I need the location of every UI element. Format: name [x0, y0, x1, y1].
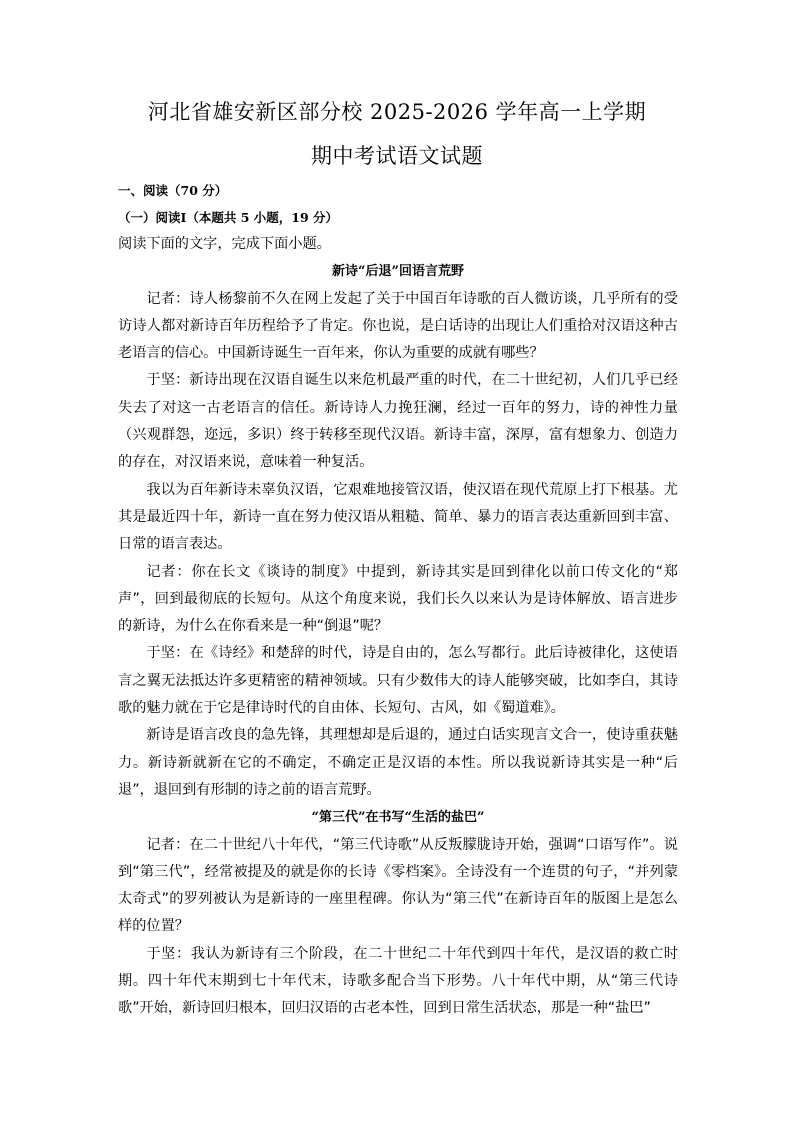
passage-paragraph: 记者：诗人杨黎前不久在网上发起了关于中国百年诗歌的百人微访谈，几乎所有的受访诗人都对新诗百年历程给予了肯定。你也说，是白话诗的出现让人们重拾对汉语这种古老语言的信心。中国新诗诞生一百年来，你认为重要的成就有哪些？	[118, 290, 678, 362]
passage-paragraph: 记者：你在长文《谈诗的制度》中提到，新诗其实是回到律化以前口传文化的“郑声”，回到最彻底的长短句。从这个角度来说，我们长久以来认为是诗体解放、语言进步的新诗，为什么在你看来是一种“倒退”呢？	[118, 563, 678, 635]
passage-paragraph: 于坚：我认为新诗有三个阶段，在二十世纪二十年代到四十年代，是汉语的救亡时期。四十年代末期到七十年代末，诗歌多配合当下形势。八十年代中期，从“第三代诗歌”开始，新诗回归根本，回归汉语的古老本性，回到日常生活状态，那是一种“盐巴”	[118, 945, 678, 1017]
section-heading: 一、阅读（70 分）	[118, 183, 228, 198]
exam-title-line1: 河北省雄安新区部分校 2025-2026 学年高一上学期	[147, 100, 647, 124]
passage-paragraph: 于坚：在《诗经》和楚辞的时代，诗是自由的，怎么写都行。此后诗被律化，这使语言之翼无法抵达许多更精密的精神领域。只有少数伟大的诗人能够突破，比如李白，其诗歌的魅力就在于它是律诗时代的自由体、长短句、古风，如《蜀道难》。	[118, 645, 678, 717]
exam-title-line2: 期中考试语文试题	[311, 144, 483, 168]
passage-paragraph: 记者：在二十世纪八十年代，“第三代诗歌”从反叛朦胧诗开始，强调“口语写作”。说到“第三代”，经常被提及的就是你的长诗《零档案》。全诗没有一个连贯的句子，“并列蒙太奇式”的罗列被认为是新诗的一座里程碑。你认为“第三代”在新诗百年的版图上是怎么样的位置？	[118, 836, 678, 935]
reading-passage	[118, 231, 678, 1023]
subsection-heading: （一）阅读Ⅰ（本题共 5 小题，19 分）	[118, 210, 338, 225]
passage-subtitle-1: 新诗“后退”回语言荒野	[332, 264, 464, 280]
passage-subtitle-2: “第三代”在书写“生活的盐巴”	[311, 810, 485, 826]
passage-paragraph: 于坚：新诗出现在汉语自诞生以来危机最严重的时代，在二十世纪初，人们几乎已经失去了对这一古老语言的信任。新诗诗人力挽狂澜，经过一百年的努力，诗的神性力量（兴观群怨，迩远，多识）终于转移至现代汉语。新诗丰富，深厚，富有想象力、创造力的存在，对汉语来说，意味着一种复活。	[118, 372, 678, 471]
passage-paragraph: 我以为百年新诗未辜负汉语，它艰难地接管汉语，使汉语在现代荒原上打下根基。尤其是最近四十年，新诗一直在努力使汉语从粗糙、简单、暴力的语言表达重新回到丰富、日常的语言表达。	[118, 481, 678, 553]
passage-paragraph: 新诗是语言改良的急先锋，其理想却是后退的，通过白话实现言文合一，使诗重获魅力。新诗新就新在它的不确定，不确定正是汉语的本性。所以我说新诗其实是一种“后退”，退回到有形制的诗之前的语言荒野。	[118, 727, 678, 798]
instruction-text: 阅读下面的文字，完成下面小题。	[118, 236, 331, 252]
